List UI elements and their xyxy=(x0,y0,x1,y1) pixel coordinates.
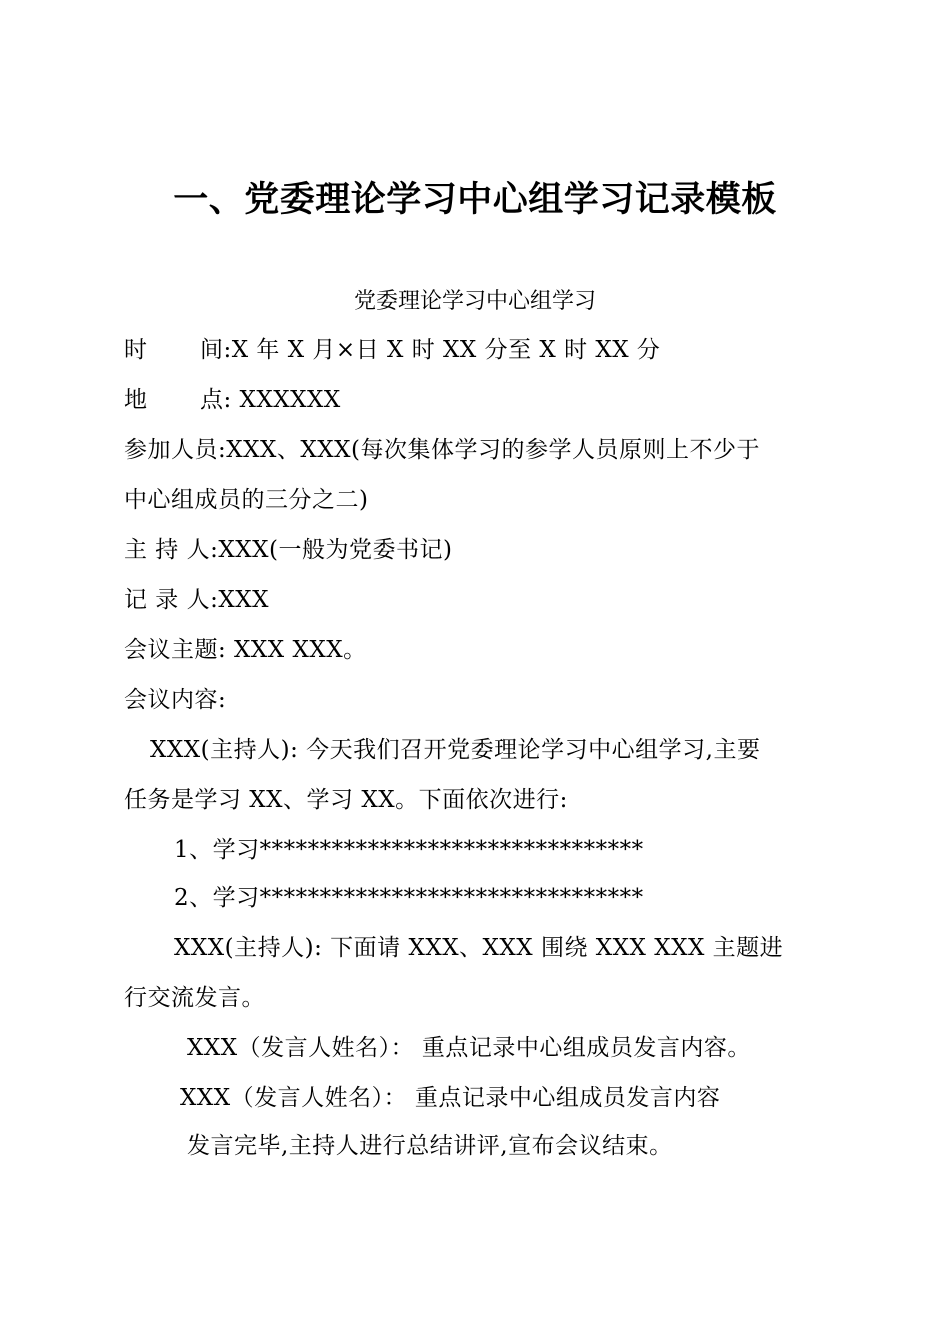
document-subtitle: 党委理论学习中心组学习 xyxy=(353,289,596,314)
study-item-2: 2、学习******************************** xyxy=(174,885,644,911)
topic-row: 会议主题: XXX XXX。 xyxy=(124,637,367,663)
place-row xyxy=(124,384,341,416)
place-value: XXXXXX xyxy=(231,387,341,413)
host-row: 主 持 人:XXX(一般为党委书记) xyxy=(124,537,453,563)
speaker-2: XXX（发言人姓名）： 重点记录中心组成员发言内容 xyxy=(180,1085,721,1111)
exchange-line-1: XXX(主持人): 下面请 XXX、XXX 围绕 XXX XXX 主题进 xyxy=(174,935,784,961)
time-label-b: 间: xyxy=(200,337,232,363)
time-value: X 年 X 月×日 X 时 XX 分至 X 时 XX 分 xyxy=(231,337,661,363)
participants-line-2: 中心组成员的三分之二) xyxy=(124,487,369,513)
place-label-a: 地 xyxy=(124,387,148,413)
content-label: 会议内容: xyxy=(124,687,227,713)
participants-line-1: 参加人员:XXX、XXX(每次集体学习的参学人员原则上不少于 xyxy=(124,437,760,463)
intro-line-2: 任务是学习 XX、学习 XX。下面依次进行: xyxy=(124,787,568,813)
place-label-b: 点: xyxy=(200,387,232,413)
study-item-1: 1、学习******************************** xyxy=(174,837,644,863)
speaker-1: XXX（发言人姓名）： 重点记录中心组成员发言内容。 xyxy=(187,1035,751,1061)
time-row xyxy=(124,334,660,366)
time-label-a: 时 xyxy=(124,337,148,363)
intro-line-1: XXX(主持人): 今天我们召开党委理论学习中心组学习,主要 xyxy=(150,737,761,763)
recorder-row: 记 录 人:XXX xyxy=(124,587,269,613)
closing-line: 发言完毕,主持人进行总结讲评,宣布会议结束。 xyxy=(187,1133,673,1159)
exchange-line-2: 行交流发言。 xyxy=(124,985,265,1011)
document-title: 一、党委理论学习中心组学习记录模板 xyxy=(173,179,777,220)
